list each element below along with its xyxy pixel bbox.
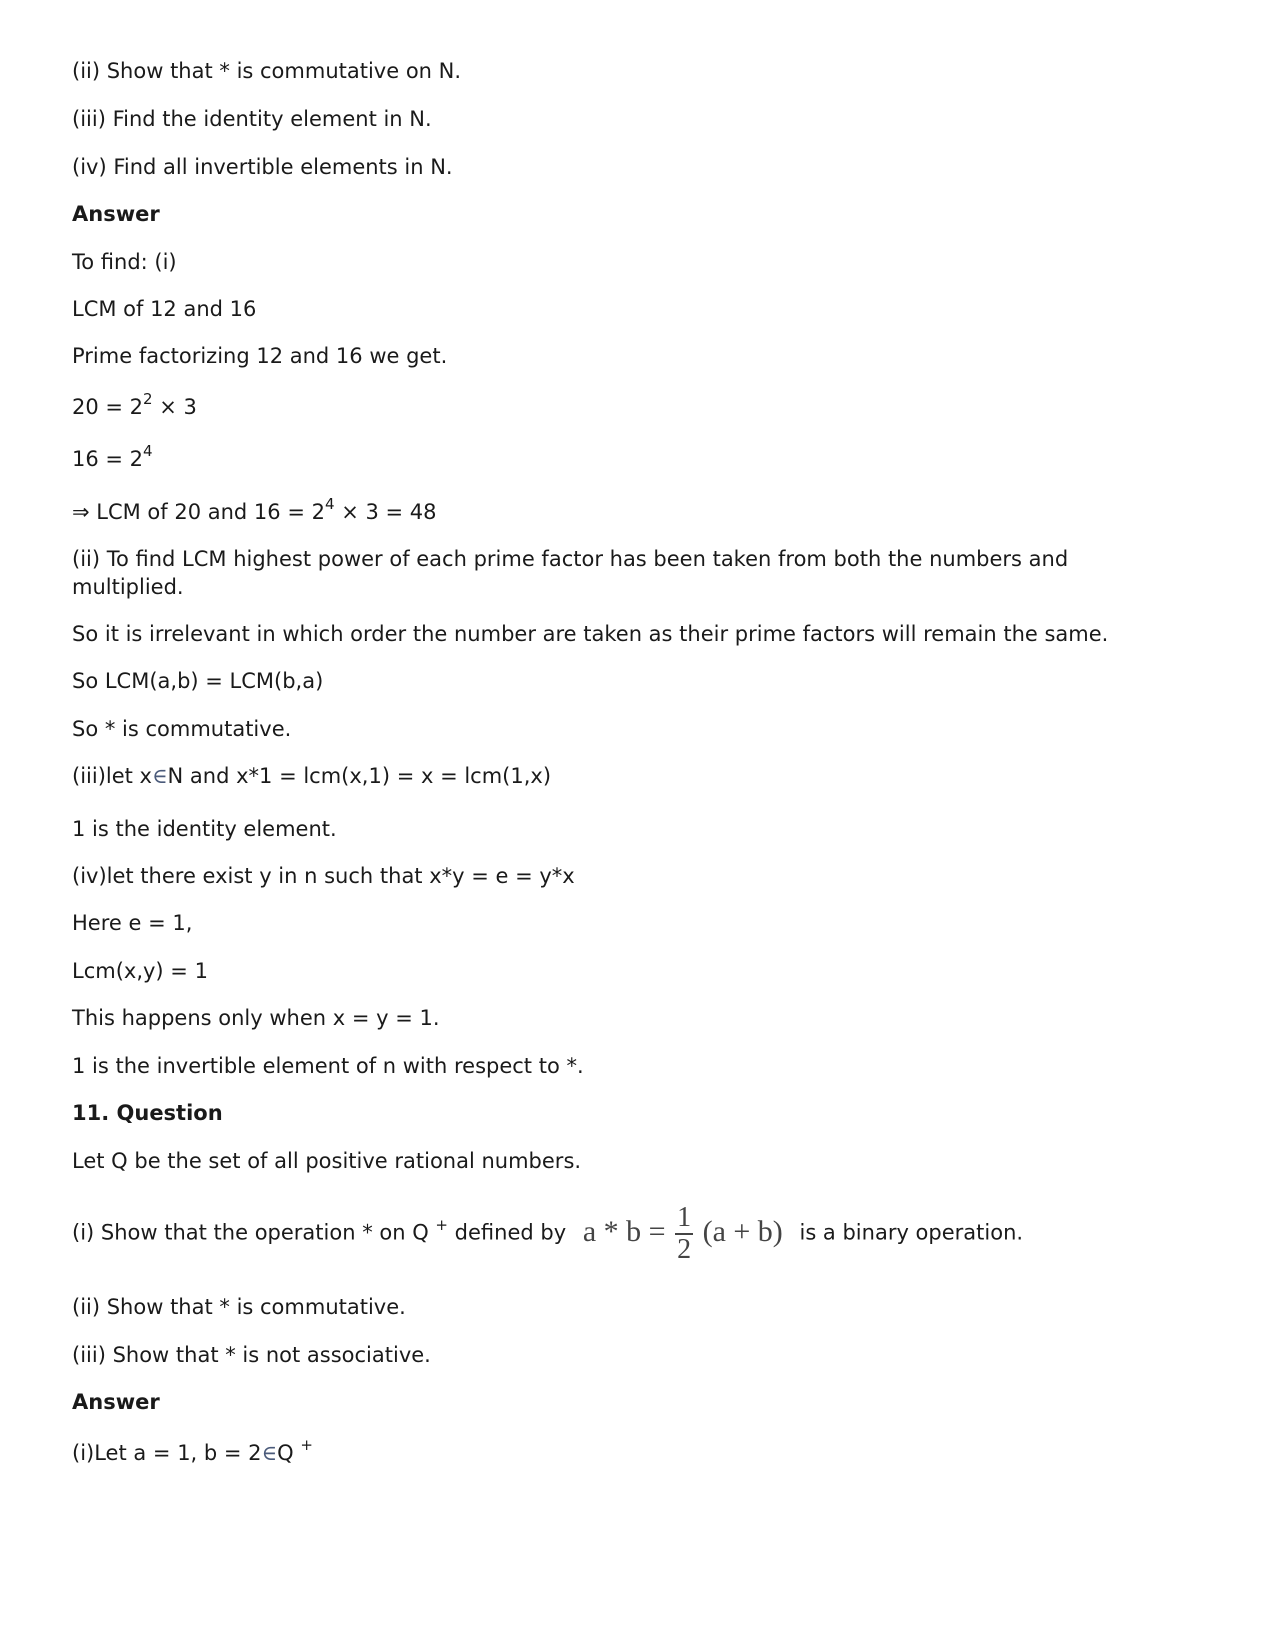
let-q-plus-superscript: +: [300, 1436, 313, 1454]
fraction-denominator: 2: [677, 1234, 692, 1266]
element-of-symbol-2: ∈: [261, 1441, 278, 1465]
answer-2-heading: Answer: [72, 1390, 160, 1414]
formula-lhs: a * b =: [582, 1215, 666, 1248]
lcm-xy-line: Lcm(x,y) = 1: [72, 959, 208, 983]
equation-16: [72, 442, 153, 472]
equation-16-left: 16 = 2: [72, 447, 144, 471]
question-11-part-iii: (iii) Show that * is not associative.: [72, 1343, 431, 1367]
fraction-numerator: 1: [677, 1202, 692, 1234]
lcm-line: LCM of 12 and 16: [72, 297, 257, 321]
q-plus-superscript: +: [435, 1215, 448, 1234]
let-before: (i)Let a = 1, b = 2: [72, 1441, 262, 1465]
equation-lcm-left: ⇒ LCM of 20 and 16 = 2: [72, 500, 325, 524]
part-iii-after: N and x*1 = lcm(x,1) = x = lcm(1,x): [167, 764, 552, 788]
equation-20-right: × 3: [152, 395, 197, 419]
part-i-after: is a binary operation.: [799, 1220, 1024, 1245]
question-11-intro: Let Q be the set of all positive rational numbers.: [72, 1149, 582, 1173]
q10-part-ii: (ii) Show that * is commutative on N.: [72, 59, 462, 83]
q10-part-iv: (iv) Find all invertible elements in N.: [72, 155, 453, 179]
part-ii-explanation: (ii) To find LCM highest power of each prime factor has been taken from both the numbers and multiplied.: [72, 547, 1069, 599]
formula-rhs: (a + b): [702, 1215, 783, 1248]
q10-part-iii: (iii) Find the identity element in N.: [72, 107, 432, 131]
part-i-mid: defined by: [448, 1220, 567, 1245]
equation-20-left: 20 = 2: [72, 395, 144, 419]
equation-16-exponent: 4: [143, 442, 153, 460]
identity-conclusion: 1 is the identity element.: [72, 817, 337, 841]
happens-only-line: This happens only when x = y = 1.: [72, 1006, 440, 1030]
question-11-part-ii: (ii) Show that * is commutative.: [72, 1295, 406, 1319]
irrelevant-order-text: So it is irrelevant in which order the number are taken as their prime factors will remain the same.: [72, 622, 1109, 646]
question-11-heading: 11. Question: [72, 1101, 223, 1125]
here-e-line: Here e = 1,: [72, 911, 193, 935]
question-11-part-i: [72, 1202, 1023, 1265]
part-iii-identity-check: [72, 763, 551, 789]
prime-factorizing-line: Prime factorizing 12 and 16 we get.: [72, 344, 448, 368]
to-find-text: To find: (i): [72, 250, 177, 274]
equation-lcm-exponent: 4: [324, 495, 335, 513]
binary-operation-formula: [583, 1202, 783, 1265]
equation-20-exponent: 2: [143, 390, 153, 408]
equation-lcm-result: [72, 495, 437, 525]
equation-lcm-right: × 3 = 48: [334, 500, 437, 524]
lcm-ab-equality: So LCM(a,b) = LCM(b,a): [72, 669, 324, 693]
let-q: Q: [277, 1441, 301, 1465]
answer-heading: Answer: [72, 202, 160, 226]
formula-fraction: [675, 1203, 693, 1265]
commutative-conclusion: So * is commutative.: [72, 717, 292, 741]
answer-2-let-line: [72, 1436, 313, 1466]
equation-20: [72, 390, 197, 420]
element-of-symbol: ∈: [151, 764, 168, 788]
part-iv-statement: (iv)let there exist y in n such that x*y = e = y*x: [72, 864, 575, 888]
part-i-before: (i) Show that the operation * on Q: [72, 1220, 436, 1245]
invertible-conclusion: 1 is the invertible element of n with respect to *.: [72, 1054, 584, 1078]
part-iii-before: (iii)let x: [72, 764, 152, 788]
